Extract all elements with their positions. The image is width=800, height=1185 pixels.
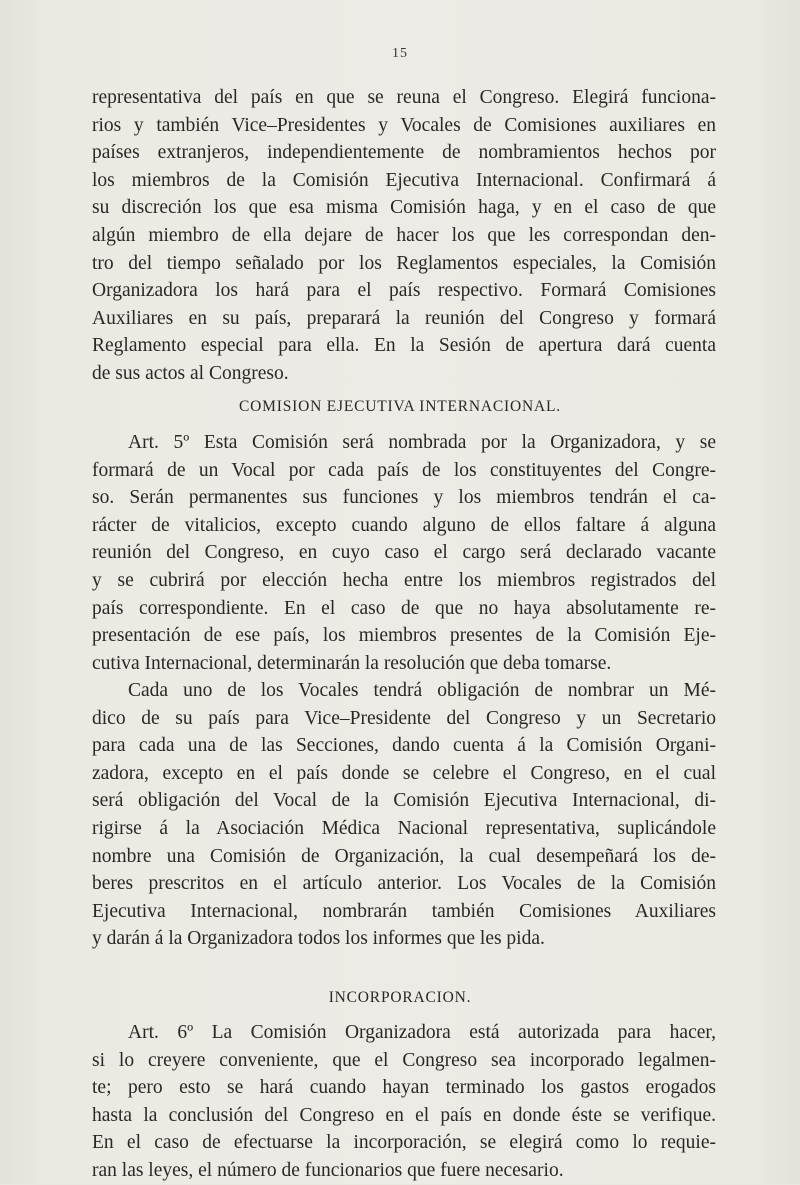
text-line: formará de un Vocal por cada país de los constituyentes del Congre- [92,459,716,481]
text-line: En el caso de efectuarse la incorporación, se elegirá como lo requie- [92,1132,716,1154]
text-line: y darán á la Organizadora todos los informes que les pida. [92,928,545,950]
text-line: los miembros de la Comisión Ejecutiva Internacional. Confirmará á [92,169,716,191]
text-line: te; pero esto se hará cuando hayan terminado los gastos erogados [92,1077,716,1099]
text-line: so. Serán permanentes sus funciones y los miembros tendrán el ca- [92,487,716,509]
text-line: Art. 6º La Comisión Organizadora está autorizada para hacer, [128,1022,716,1043]
text-line: será obligación del Vocal de la Comisión Ejecutiva Internacional, di- [92,790,716,812]
text-line: nombre una Comisión de Organización, la cual desempeñará los de- [92,845,716,867]
text-line: Ejecutiva Internacional, nombrarán también Comisiones Auxiliares [92,900,716,922]
paragraph-art5 [92,429,716,677]
section-heading-incorporacion: INCORPORACION. [328,989,472,1006]
text-line: Organizadora los hará para el país respectivo. Formará Comisiones [92,280,716,302]
page-number: 15 [392,46,408,61]
text-line: Auxiliares en su país, preparará la reunión del Congreso y formará [92,307,716,329]
text-line: dico de su país para Vice–Presidente del Congreso y un Secretario [92,707,716,729]
paragraph-vocales [92,677,716,953]
text-line: cutiva Internacional, determinarán la resolución que deba tomarse. [92,652,612,674]
text-line: zadora, excepto en el país donde se celebre el Congreso, en el cual [92,762,716,784]
text-line: y se cubrirá por elección hecha entre los miembros registrados del [92,569,716,591]
text-line: ran las leyes, el número de funcionarios que fuere necesario. [92,1159,564,1181]
text-line: Reglamento especial para ella. En la Sesión de apertura dará cuenta [92,335,716,357]
text-line: algún miembro de ella dejare de hacer los que les correspondan den- [92,224,716,246]
text-line: de sus actos al Congreso. [92,362,289,384]
text-line: Art. 5º Esta Comisión será nombrada por la Organizadora, y se [128,432,716,453]
paragraph-intro [92,84,716,388]
text-line: si lo creyere conveniente, que el Congreso sea incorporado legalmen- [92,1049,716,1071]
text-line: presentación de ese país, los miembros presentes de la Comisión Eje- [92,625,716,647]
text-line: hasta la conclusión del Congreso en el país en donde éste se verifique. [92,1104,716,1126]
text-line: rigirse á la Asociación Médica Nacional representativa, suplicándole [92,817,716,839]
text-line: para cada una de las Secciones, dando cuenta á la Comisión Organi- [92,735,716,757]
text-line: rácter de vitalicios, excepto cuando alguno de ellos faltare á alguna [92,514,716,536]
text-line: Cada uno de los Vocales tendrá obligación de nombrar un Mé- [128,680,716,701]
text-line: su discreción los que esa misma Comisión haga, y en el caso de que [92,197,716,219]
text-line: rios y también Vice–Presidentes y Vocales de Comisiones auxiliares en [92,114,716,136]
text-line: beres prescritos en el artículo anterior. Los Vocales de la Comisión [92,873,716,895]
text-line: país correspondiente. En el caso de que no haya absolutamente re- [92,597,716,619]
text-line: reunión del Congreso, en cuyo caso el cargo será declarado vacante [92,542,716,564]
paragraph-art6 [92,1019,716,1185]
text-line: países extranjeros, independientemente de nombramientos hechos por [92,142,716,164]
section-heading-comision: COMISION EJECUTIVA INTERNACIONAL. [239,398,561,415]
text-line: tro del tiempo señalado por los Reglamentos especiales, la Comisión [92,252,716,274]
text-line: representativa del país en que se reuna el Congreso. Elegirá funciona- [92,87,716,108]
